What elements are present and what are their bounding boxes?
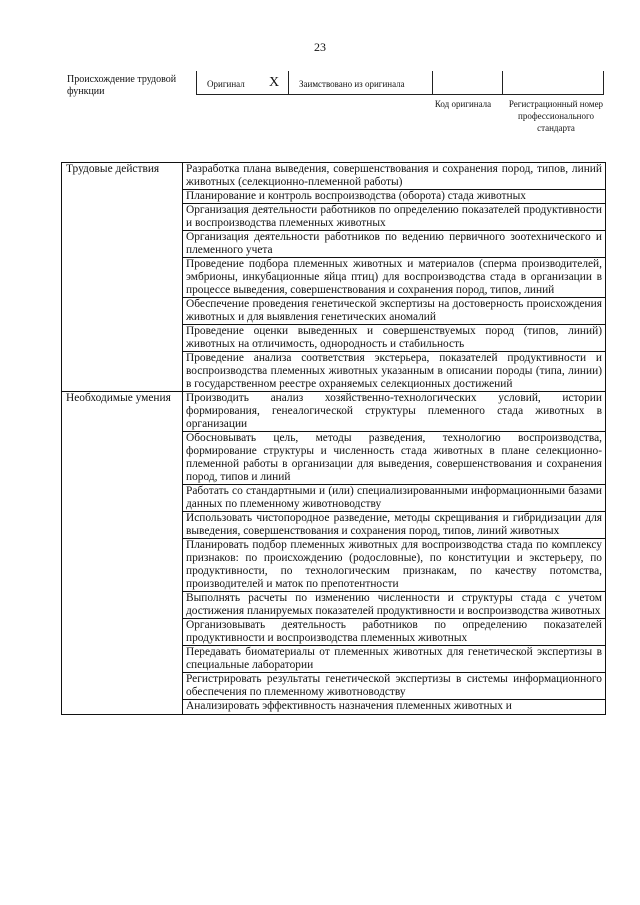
- list-item: Выполнять расчеты по изменению численности и структуры стада с учетом достижения планируемых показателей продуктивности и воспроизводства животных: [183, 592, 606, 619]
- origin-borrowed-cell: [288, 71, 433, 95]
- list-item: Регистрировать результаты генетической экспертизы в системы информационного обеспечения по племенному животноводству: [183, 673, 606, 700]
- reg-number-label: Регистрационный номер профессионального стандарта: [508, 99, 604, 133]
- list-item: Передавать биоматериалы от племенных животных для генетической экспертизы в специальные лаборатории: [183, 646, 606, 673]
- list-item: Использовать чистопородное разведение, методы скрещивания и гибридизации для выведения, совершенствования и сохранения пород, типов, линий животных: [183, 512, 606, 539]
- code-label: Код оригинала: [434, 99, 492, 109]
- origin-reg-cell: [502, 71, 604, 95]
- list-item: Организовывать деятельность работников по определению показателей продуктивности и воспроизводства племенных животных: [183, 619, 606, 646]
- list-item: Планирование и контроль воспроизводства (оборота) стада животных: [183, 190, 606, 204]
- list-item: Обосновывать цель, методы разведения, технологию воспроизводства, формирование структуры и численность стада животных в плане селекционно-племенной работы в организации для выведения, совершенствования и сохранения пород, типов и линий: [183, 432, 606, 485]
- list-item: Проведение оценки выведенных и совершенствуемых пород (типов, линий) животных на отличимость, однородность и стабильность: [183, 325, 606, 352]
- list-item: Производить анализ хозяйственно-технологических условий, истории формирования, генеалогической структуры племенного стада животных в организации: [183, 392, 606, 432]
- page-number: 23: [314, 40, 326, 54]
- original-label: Оригинал: [207, 79, 245, 89]
- original-mark: X: [269, 75, 280, 90]
- list-item: Организация деятельности работников по ведению первичного зоотехнического и племенного учета: [183, 231, 606, 258]
- list-item: Проведение анализа соответствия экстерьера, показателей продуктивности и воспроизводства племенных животных указанным в описании породы (типа, линии) в государственном реестре охраняемых селекционных достижений: [183, 352, 606, 392]
- origin-original-cell: [196, 71, 289, 95]
- section-title-skills: Необходимые умения: [62, 392, 183, 715]
- list-item: Разработка плана выведения, совершенствования и сохранения пород, типов, линий животных (селекционно-племенной работы): [183, 163, 606, 190]
- list-item: Планировать подбор племенных животных для воспроизводства стада по комплексу признаков: по происхождению (родословные), по конституции и экстерьеру, по продуктивности, по технологическим признакам, по качеству потомства, производителей и маток по препотентности: [183, 539, 606, 592]
- origin-code-cell: [432, 71, 503, 95]
- section-title-actions: Трудовые действия: [62, 163, 183, 392]
- table-row: [62, 163, 606, 190]
- list-item: Обеспечение проведения генетической экспертизы на достоверность происхождения животных и для выявления генетических аномалий: [183, 298, 606, 325]
- list-item: Работать со стандартными и (или) специализированными информационными базами данных по племенному животноводству: [183, 485, 606, 512]
- list-item: Проведение подбора племенных животных и материалов (сперма производителей, эмбрионы, инкубационные яйца птиц) для воспроизводства стада в организации в процессе выведения, совершенствования и сохранения пород, типов, линий: [183, 258, 606, 298]
- origin-label: Происхождение трудовой функции: [67, 74, 177, 97]
- origin-box: [196, 71, 603, 96]
- list-item: Организация деятельности работников по определению показателей продуктивности и воспроизводства племенных животных: [183, 204, 606, 231]
- list-item: Анализировать эффективность назначения племенных животных и: [183, 700, 606, 715]
- borrowed-label: Заимствовано из оригинала: [299, 79, 405, 89]
- function-table: [61, 162, 606, 715]
- table-row: [62, 392, 606, 432]
